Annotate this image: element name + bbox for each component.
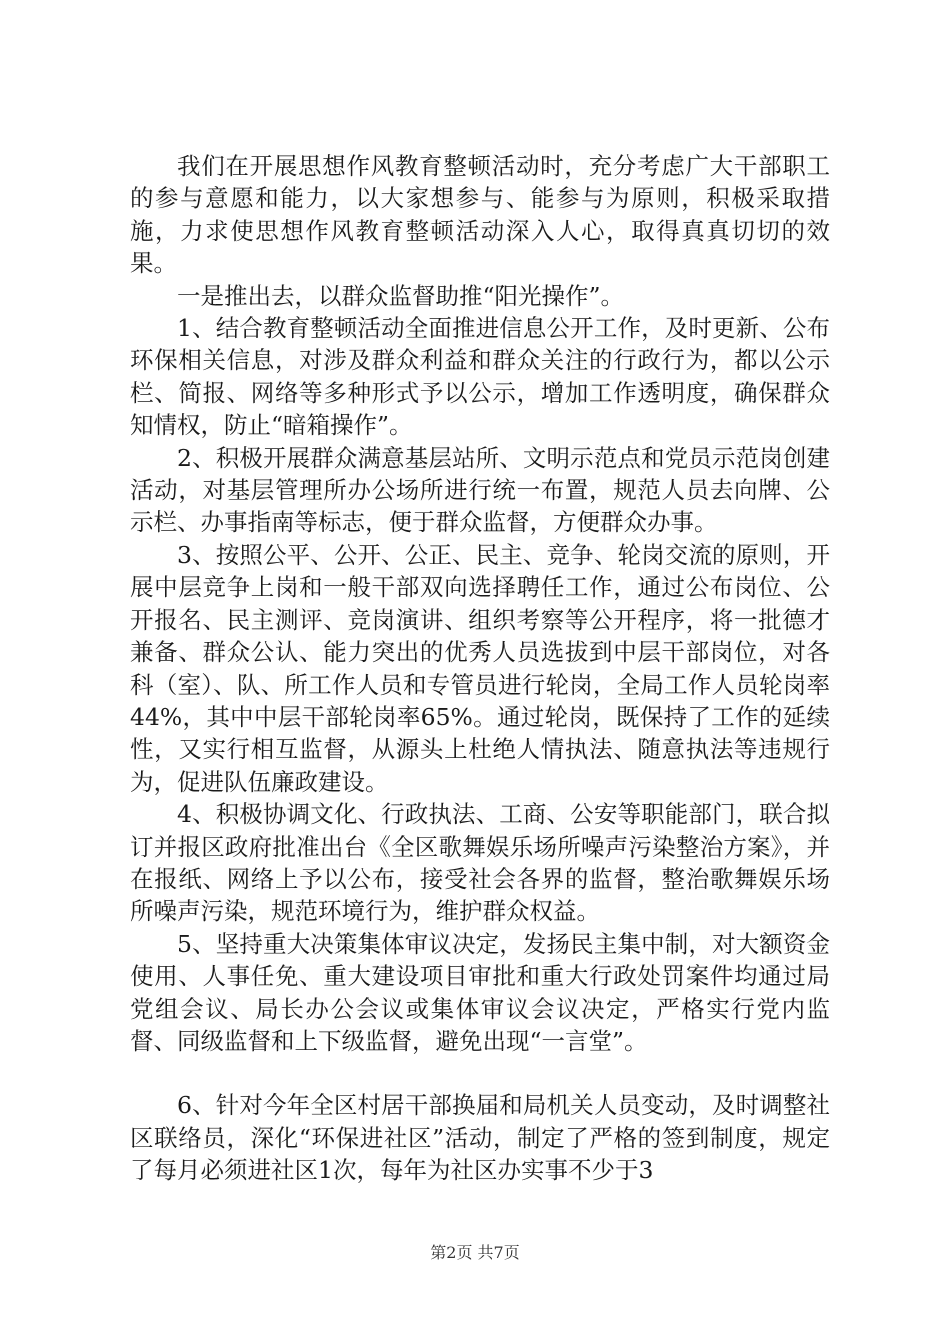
paragraph-item-6: 6、针对今年全区村居干部换届和局机关人员变动，及时调整社区联络员，深化“环保进社区”活动，制定了严格的签到制度，规定了每月必须进社区1次，每年为社区办实事不少于3 xyxy=(130,1091,830,1185)
paragraph-heading-1: 一是推出去，以群众监督助推“阳光操作”。 xyxy=(177,281,625,310)
document-body xyxy=(130,150,830,1187)
paragraph-item-4: 4、积极协调文化、行政执法、工商、公安等职能部门，联合拟订并报区政府批准出台《全区歌舞娱乐场所噪声污染整治方案》，并在报纸、网络上予以公布，接受社会各界的监督，整治歌舞娱乐场所噪声污染，规范环境行为，维护群众权益。 xyxy=(130,800,830,926)
paragraph-item-2: 2、积极开展群众满意基层站所、文明示范点和党员示范岗创建活动，对基层管理所办公场所进行统一布置，规范人员去向牌、公示栏、办事指南等标志，便于群众监督，方便群众办事。 xyxy=(130,443,830,537)
paragraph-item-5: 5、坚持重大决策集体审议决定，发扬民主集中制，对大额资金使用、人事任免、重大建设项目审批和重大行政处罚案件均通过局党组会议、局长办公会议或集体审议会议决定，严格实行党内监督、同级监督和上下级监督，避免出现“一言堂”。 xyxy=(130,929,830,1055)
paragraph-item-1: 1、结合教育整顿活动全面推进信息公开工作，及时更新、公布环保相关信息，对涉及群众利益和群众关注的行政行为，都以公示栏、简报、网络等多种形式予以公示，增加工作透明度，确保群众知情权，防止“暗箱操作”。 xyxy=(130,314,830,440)
paragraph-intro: 我们在开展思想作风教育整顿活动时，充分考虑广大干部职工的参与意愿和能力，以大家想参与、能参与为原则，积极采取措施，力求使思想作风教育整顿活动深入人心，取得真真切切的效果。 xyxy=(130,152,830,278)
page-footer: 第2页 共7页 xyxy=(430,1243,520,1262)
paragraph-item-3: 3、按照公平、公开、公正、民主、竞争、轮岗交流的原则，开展中层竞争上岗和一般干部双向选择聘任工作，通过公布岗位、公开报名、民主测评、竞岗演讲、组织考察等公开程序，将一批德才兼备、群众公认、能力突出的优秀人员选拔到中层干部岗位，对各科（室）、队、所工作人员和专管员进行轮岗，全局工作人员轮岗率44%，其中中层干部轮岗率65%。通过轮岗，既保持了工作的延续性，又实行相互监督，从源头上杜绝人情执法、随意执法等违规行为，促进队伍廉政建设。 xyxy=(130,540,830,796)
